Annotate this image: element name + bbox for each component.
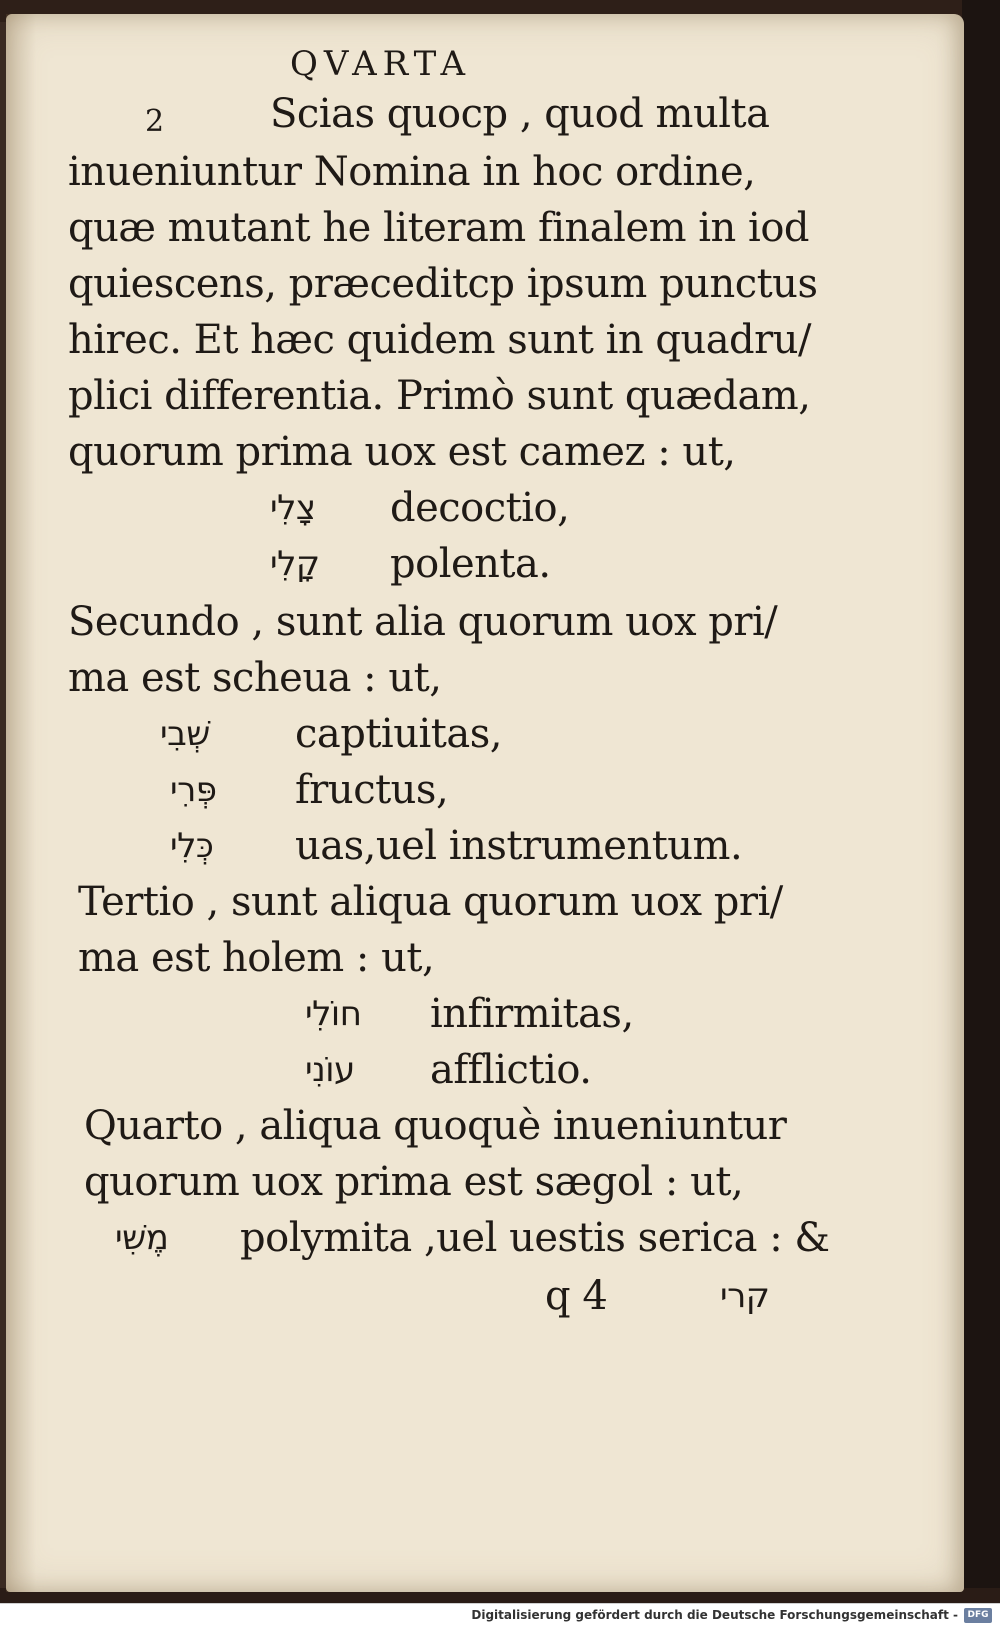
dfg-logo: DFG: [964, 1608, 992, 1623]
hebrew-word: צָלִי: [270, 488, 316, 528]
text-line: ma est scheua : ut,: [68, 655, 442, 701]
scan-edge-right: [962, 0, 1000, 1627]
hebrew-word: עוֹנִי: [305, 1050, 355, 1090]
page-heading: QVARTA: [290, 44, 472, 84]
text-line: Scias quocp , quod multa: [270, 91, 770, 137]
hebrew-word: שְׁבִי: [160, 714, 210, 754]
text-line: plici differentia. Primò sunt quædam,: [68, 373, 811, 419]
item-number: 2: [145, 104, 164, 139]
text-line: inueniuntur Nomina in hoc ordine,: [68, 149, 756, 195]
signature-mark: q 4: [545, 1273, 608, 1319]
text-line: Tertio , sunt aliqua quorum uox pri/: [78, 879, 783, 925]
text-line: quiescens, præceditcp ipsum punctus: [68, 261, 818, 307]
text-line: quorum uox prima est sægol : ut,: [84, 1159, 744, 1205]
footer-bar: [0, 1603, 1000, 1628]
text-line: quorum prima uox est camez : ut,: [68, 429, 736, 475]
footer-credit: Digitalisierung gefördert durch die Deutsche Forschungsgemeinschaft -: [471, 1608, 958, 1622]
latin-gloss: captiuitas,: [295, 711, 502, 757]
hebrew-word: כְּלִי: [170, 826, 214, 866]
latin-gloss: uas,uel instrumentum.: [295, 823, 743, 869]
hebrew-word: חוֹלִי: [305, 994, 362, 1034]
text-line: ma est holem : ut,: [78, 935, 435, 981]
text-line: quæ mutant he literam finalem in iod: [68, 205, 810, 251]
text-line: hirec. Et hæc quidem sunt in quadru/: [68, 317, 812, 363]
latin-gloss: afflictio.: [430, 1047, 592, 1093]
latin-gloss: fructus,: [295, 767, 449, 813]
catchword: קרי: [720, 1276, 770, 1316]
latin-gloss: decoctio,: [390, 485, 570, 531]
latin-gloss: infirmitas,: [430, 991, 634, 1037]
hebrew-word: מֶשִׁי: [115, 1218, 169, 1258]
text-line: Quarto , aliqua quoquè inueniuntur: [84, 1103, 787, 1149]
latin-gloss: polymita ,uel uestis serica : &: [240, 1215, 830, 1261]
hebrew-word: קָלִי: [270, 544, 320, 584]
text-line: Secundo , sunt alia quorum uox pri/: [68, 599, 778, 645]
hebrew-word: פְּרִי: [170, 770, 217, 810]
page-gutter-shadow: [6, 14, 36, 1592]
latin-gloss: polenta.: [390, 541, 551, 587]
